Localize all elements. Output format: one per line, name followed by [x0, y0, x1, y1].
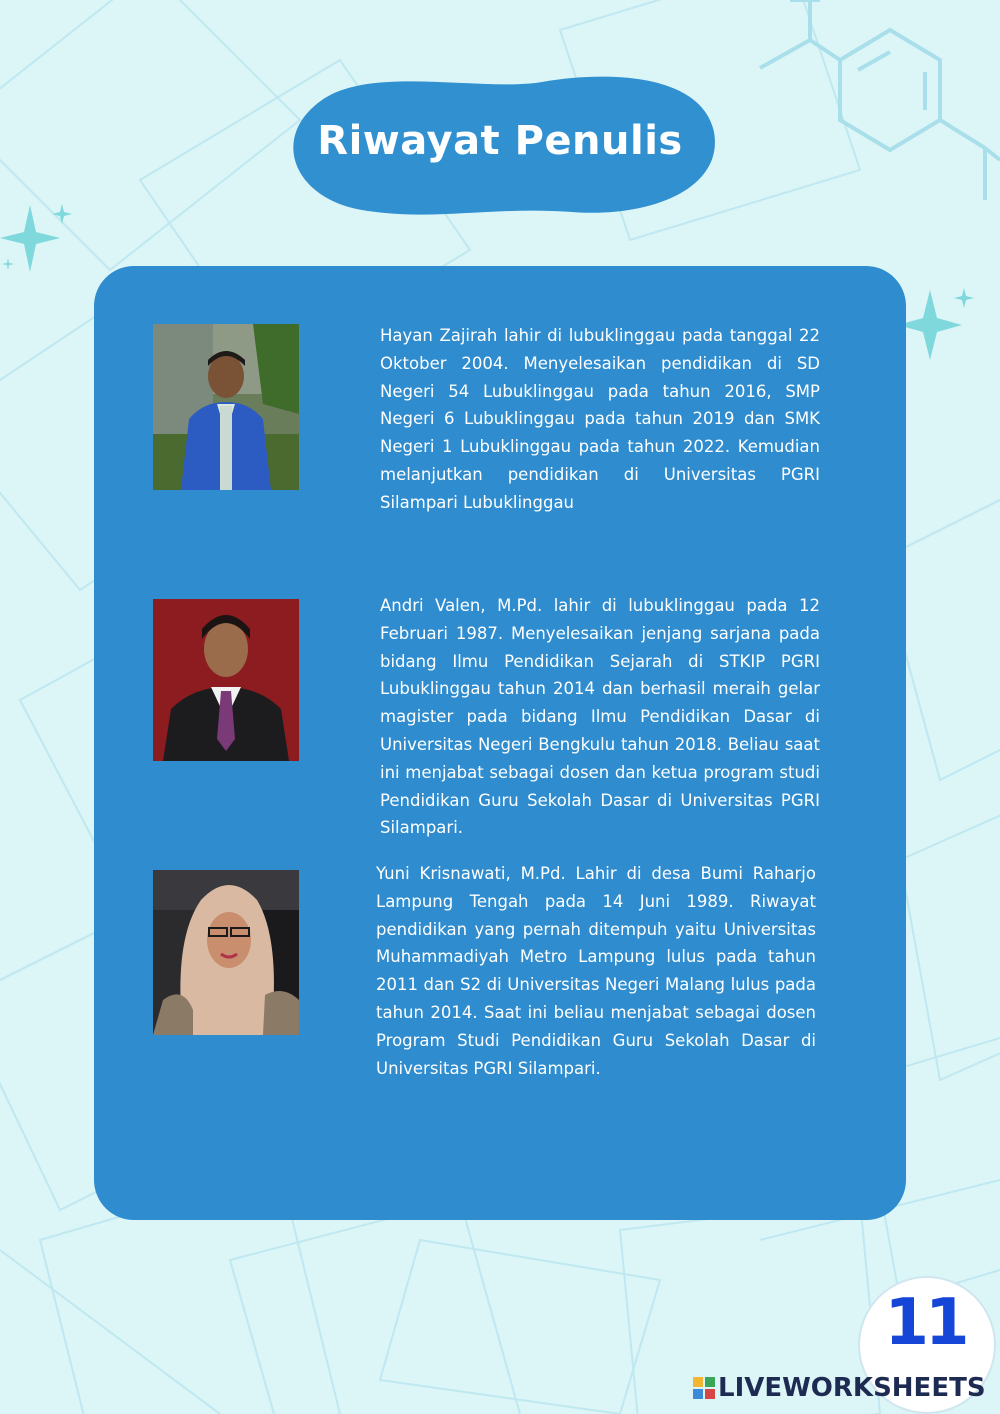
page-title: Riwayat Penulis	[317, 118, 683, 164]
page-number: 11	[884, 1286, 966, 1360]
author-photo-3	[153, 870, 299, 1035]
author-photo-1	[153, 324, 299, 490]
author-bio-1: Hayan Zajirah lahir di lubuklinggau pada tanggal 22 Oktober 2004. Menyelesaikan pendidikan di SD Negeri 54 Lubuklinggau pada tahun 2016, SMP Negeri 6 Lubuklinggau pada tahun 2019 dan SMK Negeri 1 Lubuklinggau pada tahun 2022. Kemudian melanjutkan pendidikan di Universitas PGRI Silampari Lubuklinggau	[380, 326, 820, 512]
liveworksheets-watermark: LIVEWORKSHEETS	[718, 1373, 986, 1403]
author-bio-2: Andri Valen, M.Pd. lahir di lubuklinggau pada 12 Februari 1987. Menyelesaikan jenjang sarjana pada bidang Ilmu Pendidikan Sejarah di STKIP PGRI Lubuklinggau tahun 2014 dan berhasil meraih gelar magister pada bidang Ilmu Pendidikan Dasar di Universitas Negeri Bengkulu tahun 2018. Beliau saat ini menjabat sebagai dosen dan ketua program studi Pendidikan Guru Sekolah Dasar di Universitas PGRI Silampari.	[380, 596, 820, 838]
author-photo-2	[153, 599, 299, 761]
liveworksheets-logo-icon	[693, 1377, 715, 1399]
author-bio-3: Yuni Krisnawati, M.Pd. Lahir di desa Bumi Raharjo Lampung Tengah pada 14 Juni 1989. Riwayat pendidikan yang pernah ditempuh yaitu Universitas Muhammadiyah Metro Lampung lulus pada tahun 2011 dan S2 di Universitas Negeri Malang lulus pada tahun 2014. Saat ini beliau menjabat sebagai dosen Program Studi Pendidikan Guru Sekolah Dasar di Universitas PGRI Silampari.	[376, 864, 816, 1078]
